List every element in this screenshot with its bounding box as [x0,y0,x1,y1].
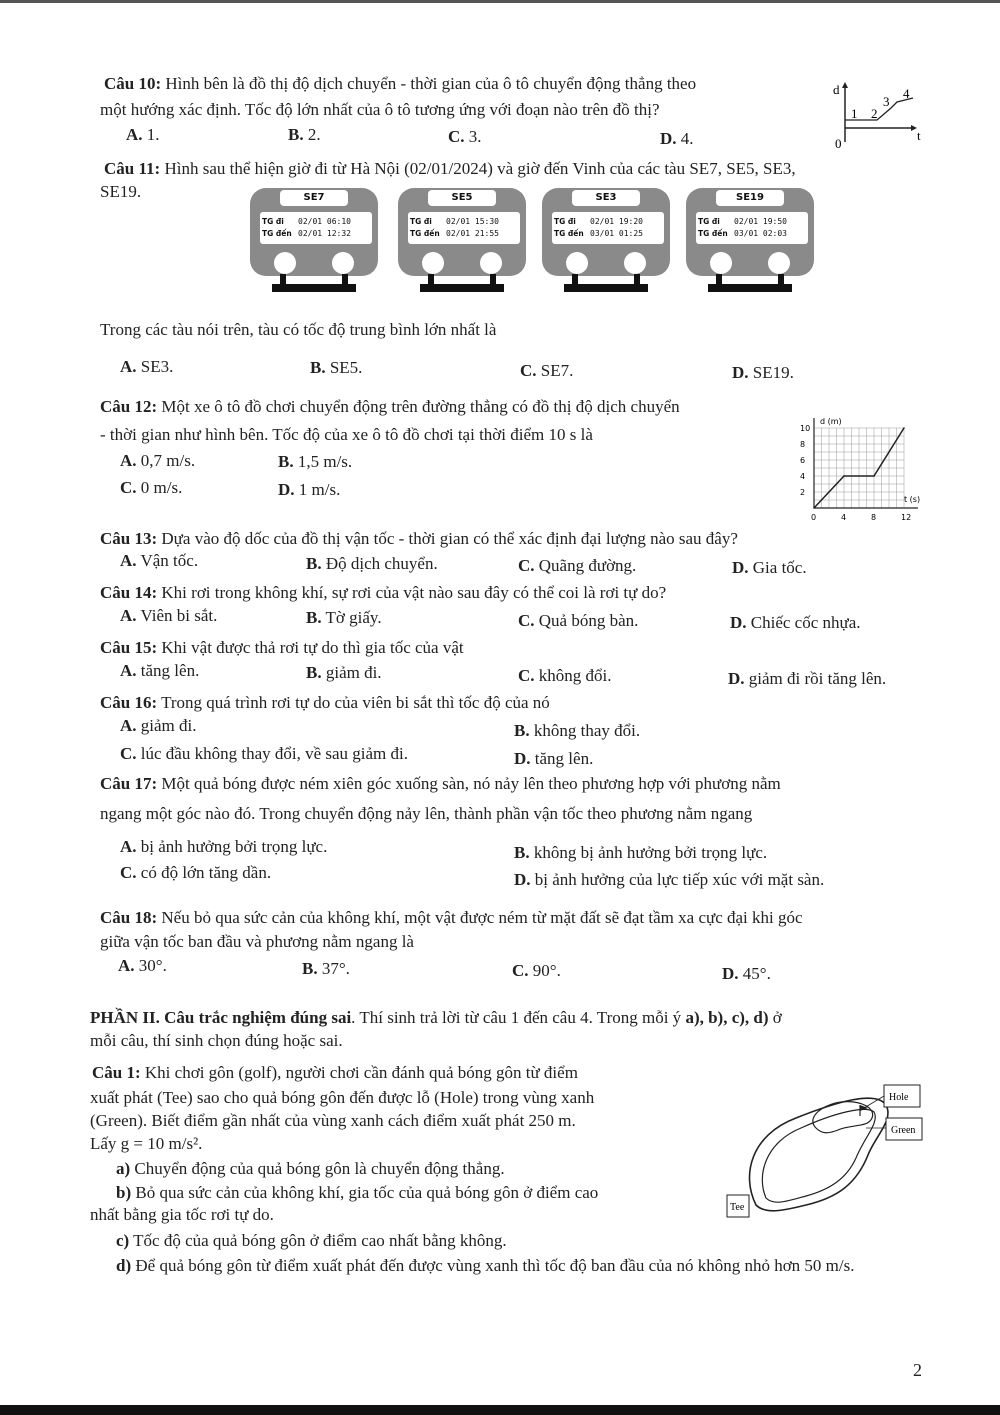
golf-figure [726,1080,936,1230]
q14-stem: Câu 14: Khi rơi trong không khí, sự rơi của vật nào sau đây có thể coi là rơi tự do? [100,583,667,602]
q16-option-b[interactable]: B. không thay đổi. [514,721,641,740]
q15-option-b[interactable]: B. giảm đi. [306,663,382,682]
q14-option-a[interactable]: A. Viên bi sắt. [120,606,218,625]
q15-stem: Câu 15: Khi vật được thả rơi tự do thì gia tốc của vật [100,638,464,657]
q17-line2: ngang một góc nào đó. Trong chuyển động nảy lên, thành phần vận tốc theo phương nằm ngang [100,804,753,823]
q11-option-d[interactable]: D. SE19. [732,363,794,382]
dep-time: 02/01 19:50 [734,217,787,226]
q10-option-c[interactable]: C. 3. [448,127,482,146]
data-point [813,507,815,509]
train-wheel-right [480,252,502,274]
train-wheel-right [332,252,354,274]
q12-option-c[interactable]: C. 0 m/s. [120,478,183,497]
y-tick-label: 8 [800,440,806,449]
page-number: 2 [913,1360,922,1380]
p2q1-line4: Lấy g = 10 m/s². [90,1134,203,1153]
q10-option-d[interactable]: D. 4. [660,129,694,148]
train-wheel-left [422,252,444,274]
y-tick-label: 4 [800,472,806,481]
p2q1-stmt-d[interactable]: d) Để quả bóng gôn từ điểm xuất phát đến được vùng xanh thì tốc độ ban đầu của nó không nhỏ hơn 50 m/s. [116,1256,855,1275]
q11-option-a[interactable]: A. SE3. [120,357,174,376]
train-code: SE3 [572,190,640,206]
q14-option-d[interactable]: D. Chiếc cốc nhựa. [730,613,861,632]
p2q1-line3: (Green). Biết điểm gần nhất của vùng xanh cách điểm xuất phát 250 m. [90,1111,576,1130]
q18-line1: Câu 18: Nếu bỏ qua sức cản của không khí, một vật được ném từ mặt đất sẽ đạt tầm xa cực đại khi góc [100,908,803,927]
train-code: SE7 [280,190,348,206]
q18-option-c[interactable]: C. 90°. [512,961,561,980]
dep-time: 02/01 19:20 [590,217,643,226]
p2q1-stmt-c[interactable]: c) Tốc độ của quả bóng gôn ở điểm cao nhất bằng không. [116,1231,507,1250]
x-tick-label: 12 [901,513,912,522]
q10-line1: Câu 10: Hình bên là đồ thị độ dịch chuyển - thời gian của ô tô chuyển động thẳng theo [104,74,697,93]
x-tick-label: 8 [871,513,877,522]
train-rail [564,284,648,292]
q18-option-a[interactable]: A. 30°. [118,956,167,975]
p2q1-stmt-b-cont: nhất bằng gia tốc rơi tự do. [90,1205,274,1224]
q13-option-d[interactable]: D. Gia tốc. [732,558,807,577]
q12-option-b[interactable]: B. 1,5 m/s. [278,452,353,471]
q16-option-a[interactable]: A. giảm đi. [120,716,197,735]
y-tick-label: 2 [800,488,806,497]
q10-option-a[interactable]: A. 1. [126,125,160,144]
data-point [843,475,845,477]
data-point [903,427,905,429]
q10-graph-origin: 0 [835,136,842,150]
q17-option-d[interactable]: D. bị ảnh hưởng của lực tiếp xúc với mặt sàn. [514,870,825,889]
q17-option-a[interactable]: A. bị ảnh hưởng bởi trọng lực. [120,837,328,856]
part2-heading: PHẦN II. Câu trắc nghiệm đúng sai. Thí sinh trả lời từ câu 1 đến câu 4. Trong mỗi ý a), b), c), d) ở [90,1008,782,1027]
q17-option-b[interactable]: B. không bị ảnh hưởng bởi trọng lực. [514,843,768,862]
dep-time: 02/01 15:30 [446,217,499,226]
q10-graph-seg3: 3 [883,94,890,109]
dep-label: TG đi [410,217,432,226]
golf-green-label: Green [891,1125,916,1136]
dep-label: TG đi [698,217,720,226]
q12-option-a[interactable]: A. 0,7 m/s. [120,451,196,470]
dep-label: TG đi [262,217,284,226]
bottom-border [0,1405,1000,1415]
train-schedule [408,212,520,244]
q15-option-d[interactable]: D. giảm đi rồi tăng lên. [728,669,887,688]
q10-option-b[interactable]: B. 2. [288,125,321,144]
train-wheel-left [566,252,588,274]
train-wheel-right [768,252,790,274]
q12-line1: Câu 12: Một xe ô tô đồ chơi chuyển động trên đường thẳng có đồ thị độ dịch chuyển [100,397,680,416]
y-axis-label: d (m) [820,417,842,426]
p2q1-stmt-b[interactable]: b) Bỏ qua sức cản của không khí, gia tốc của quả bóng gôn ở điểm cao [116,1183,599,1202]
q18-option-d[interactable]: D. 45°. [722,964,771,983]
q11-line1: Câu 11: Hình sau thể hiện giờ đi từ Hà Nội (02/01/2024) và giờ đến Vinh của các tàu SE7, SE5, SE3, [104,159,796,178]
train-wheel-left [274,252,296,274]
q13-option-c[interactable]: C. Quãng đường. [518,556,637,575]
q10-graph [825,80,935,150]
train-code: SE19 [716,190,784,206]
train-rail [708,284,792,292]
q10-graph-seg1: 1 [851,106,858,121]
q11-option-b[interactable]: B. SE5. [310,358,363,377]
p2q1-stmt-a[interactable]: a) Chuyển động của quả bóng gôn là chuyển động thẳng. [116,1159,505,1178]
y-tick-label: 10 [800,424,811,433]
q11-question: Trong các tàu nói trên, tàu có tốc độ trung bình lớn nhất là [100,320,497,339]
train-wheel-left [710,252,732,274]
q16-stem: Câu 16: Trong quá trình rơi tự do của viên bi sắt thì tốc độ của nó [100,693,550,712]
train-rail [420,284,504,292]
q12-option-d[interactable]: D. 1 m/s. [278,480,341,499]
q17-option-c[interactable]: C. có độ lớn tăng dần. [120,863,272,882]
q15-option-c[interactable]: C. không đổi. [518,666,612,685]
train-code: SE5 [428,190,496,206]
q10-graph-d-label: d [833,82,840,97]
dep-time: 02/01 06:10 [298,217,351,226]
train-1 [398,188,526,292]
q14-option-c[interactable]: C. Quả bóng bàn. [518,611,639,630]
q11-line2: SE19. [100,182,142,201]
train-2 [542,188,670,292]
golf-hole-label: Hole [889,1092,909,1103]
train-3 [686,188,814,292]
q10-graph-seg2: 2 [871,106,878,121]
q14-option-b[interactable]: B. Tờ giấy. [306,608,382,627]
train-schedule [696,212,808,244]
q10-line2: một hướng xác định. Tốc độ lớn nhất của ô tô tương ứng với đoạn nào trên đồ thị? [100,100,660,119]
q11-option-c[interactable]: C. SE7. [520,361,574,380]
train-0 [250,188,378,292]
part2-line2: mỗi câu, thí sinh chọn đúng hoặc sai. [90,1031,343,1050]
q13-stem: Câu 13: Dựa vào độ dốc của đồ thị vận tốc - thời gian có thể xác định đại lượng nào sau đây? [100,529,738,548]
y-tick-label: 6 [800,456,806,465]
q10-graph-seg4: 4 [903,86,910,101]
x-tick-label: 0 [811,513,817,522]
q18-option-b[interactable]: B. 37°. [302,959,350,978]
train-schedule [260,212,372,244]
x-axis-label: t (s) [904,495,921,504]
q12-chart [790,412,930,528]
q12-line2: - thời gian như hình bên. Tốc độ của xe ô tô đồ chơi tại thời điểm 10 s là [100,425,593,444]
arr-label: TG đến [262,229,292,238]
arr-label: TG đến [698,229,728,238]
q16-option-c[interactable]: C. lúc đầu không thay đổi, về sau giảm đi. [120,744,409,763]
train-wheel-right [624,252,646,274]
q10-graph-t-label: t [917,128,921,143]
arr-label: TG đến [410,229,440,238]
q16-option-d[interactable]: D. tăng lên. [514,749,594,768]
q15-option-a[interactable]: A. tăng lên. [120,661,200,680]
train-rail [272,284,356,292]
data-point [873,475,875,477]
q13-option-a[interactable]: A. Vận tốc. [120,551,199,570]
top-border [0,0,1000,3]
arr-time: 03/01 02:03 [734,229,787,238]
train-schedule [552,212,664,244]
arr-label: TG đến [554,229,584,238]
arr-time: 02/01 21:55 [446,229,499,238]
dep-label: TG đi [554,217,576,226]
arr-time: 03/01 01:25 [590,229,643,238]
q17-line1: Câu 17: Một quả bóng được ném xiên góc xuống sàn, nó nảy lên theo phương hợp với phương nằm [100,774,781,793]
golf-tee-label: Tee [730,1202,745,1213]
p2q1-line2: xuất phát (Tee) sao cho quả bóng gôn đến được lỗ (Hole) trong vùng xanh [90,1088,595,1107]
q18-line2: giữa vận tốc ban đầu và phương nằm ngang là [100,932,414,951]
p2q1-line1: Câu 1: Khi chơi gôn (golf), người chơi cần đánh quả bóng gôn từ điểm [92,1063,578,1082]
q13-option-b[interactable]: B. Độ dịch chuyển. [306,554,438,573]
x-tick-label: 4 [841,513,847,522]
arr-time: 02/01 12:32 [298,229,351,238]
